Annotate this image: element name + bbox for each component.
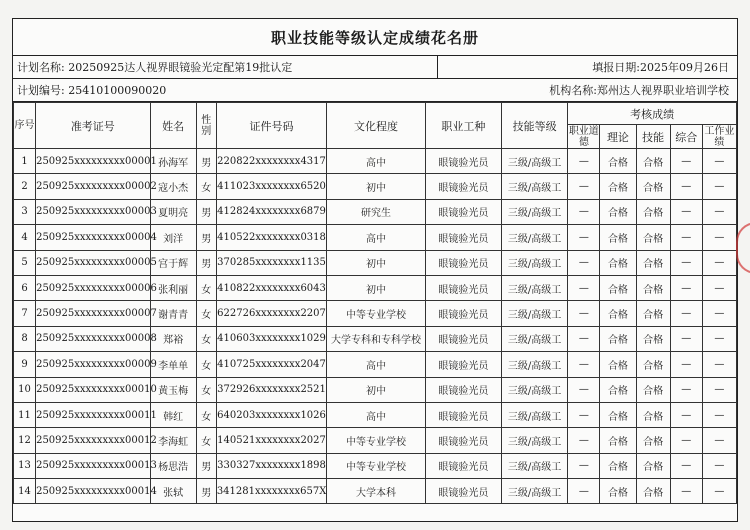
cell-overall: —: [670, 199, 702, 224]
cell-name: 夏明亮: [150, 199, 196, 224]
cell-exam-no: 250925xxxxxxxxx00007: [36, 301, 150, 326]
header-exam-no: 准考证号: [36, 103, 150, 149]
cell-id-no: 330327xxxxxxxx1898: [216, 453, 326, 478]
cell-id-no: 412824xxxxxxxx6879: [216, 199, 326, 224]
cell-theory: 合格: [600, 479, 636, 504]
cell-gender: 女: [196, 428, 216, 453]
org-label: 机构名称:: [549, 84, 597, 97]
cell-skill: 合格: [636, 479, 670, 504]
cell-gender: 女: [196, 275, 216, 300]
cell-gender: 男: [196, 149, 216, 174]
table-row: [14, 428, 737, 453]
cell-gender: 男: [196, 453, 216, 478]
plan-no-value: 25410100090020: [68, 84, 167, 97]
cell-name: 李单单: [150, 352, 196, 377]
cell-ethics: —: [568, 301, 600, 326]
cell-level: 三级/高级工: [501, 199, 567, 224]
header-ethics: 职业道德: [568, 125, 599, 148]
red-seal-stamp: [736, 222, 750, 274]
cell-ethics: —: [568, 174, 600, 199]
cell-gender: 男: [196, 225, 216, 250]
cell-skill: 合格: [636, 326, 670, 351]
cell-skill: 合格: [636, 225, 670, 250]
cell-seq: 14: [14, 479, 36, 504]
cell-skill: 合格: [636, 428, 670, 453]
cell-theory: 合格: [600, 453, 636, 478]
cell-seq: 2: [14, 174, 36, 199]
cell-name: 谢青青: [150, 301, 196, 326]
cell-exam-no: 250925xxxxxxxxx00006: [36, 275, 150, 300]
roster-sheet: [12, 18, 738, 522]
cell-work: —: [702, 149, 736, 174]
cell-seq: 1: [14, 149, 36, 174]
cell-level: 三级/高级工: [501, 275, 567, 300]
cell-level: 三级/高级工: [501, 428, 567, 453]
cell-overall: —: [670, 225, 702, 250]
cell-overall: —: [670, 352, 702, 377]
cell-exam-no: 250925xxxxxxxxx00008: [36, 326, 150, 351]
cell-gender: 女: [196, 301, 216, 326]
cell-theory: 合格: [600, 428, 636, 453]
results-body: [14, 149, 737, 504]
cell-exam-no: 250925xxxxxxxxx00014: [36, 479, 150, 504]
cell-exam-no: 250925xxxxxxxxx00004: [36, 225, 150, 250]
cell-overall: —: [670, 174, 702, 199]
cell-occupation: 眼镜验光员: [425, 377, 501, 402]
cell-ethics: —: [568, 250, 600, 275]
cell-theory: 合格: [600, 377, 636, 402]
cell-overall: —: [670, 149, 702, 174]
cell-education: 大学本科: [327, 479, 425, 504]
cell-name: 刘洋: [150, 225, 196, 250]
cell-work: —: [702, 174, 736, 199]
cell-gender: 男: [196, 250, 216, 275]
cell-seq: 4: [14, 225, 36, 250]
cell-occupation: 眼镜验光员: [425, 275, 501, 300]
cell-seq: 5: [14, 250, 36, 275]
cell-gender: 女: [196, 326, 216, 351]
cell-work: —: [702, 352, 736, 377]
cell-id-no: 410725xxxxxxxx2047: [216, 352, 326, 377]
cell-level: 三级/高级工: [501, 352, 567, 377]
cell-id-no: 140521xxxxxxxx2027: [216, 428, 326, 453]
results-table: [13, 102, 737, 504]
cell-occupation: 眼镜验光员: [425, 225, 501, 250]
cell-education: 中等专业学校: [327, 428, 425, 453]
header-education: 文化程度: [327, 103, 425, 149]
cell-skill: 合格: [636, 275, 670, 300]
cell-work: —: [702, 453, 736, 478]
cell-ethics: —: [568, 479, 600, 504]
header-results: 考核成绩: [568, 103, 737, 125]
cell-level: 三级/高级工: [501, 250, 567, 275]
cell-name: 张利丽: [150, 275, 196, 300]
cell-overall: —: [670, 377, 702, 402]
cell-seq: 12: [14, 428, 36, 453]
cell-overall: —: [670, 326, 702, 351]
cell-education: 中等专业学校: [327, 453, 425, 478]
cell-ethics: —: [568, 149, 600, 174]
document-title: 职业技能等级认定成绩花名册: [13, 19, 737, 56]
cell-occupation: 眼镜验光员: [425, 402, 501, 427]
cell-seq: 7: [14, 301, 36, 326]
cell-work: —: [702, 199, 736, 224]
cell-theory: 合格: [600, 301, 636, 326]
cell-work: —: [702, 479, 736, 504]
cell-exam-no: 250925xxxxxxxxx00012: [36, 428, 150, 453]
cell-education: 初中: [327, 377, 425, 402]
cell-occupation: 眼镜验光员: [425, 479, 501, 504]
cell-education: 研究生: [327, 199, 425, 224]
cell-skill: 合格: [636, 174, 670, 199]
cell-name: 郑裕: [150, 326, 196, 351]
cell-ethics: —: [568, 326, 600, 351]
cell-gender: 男: [196, 479, 216, 504]
report-date-label: 填报日期:: [592, 61, 640, 74]
cell-ethics: —: [568, 275, 600, 300]
table-row: [14, 275, 737, 300]
cell-id-no: 370285xxxxxxxx1135: [216, 250, 326, 275]
cell-education: 高中: [327, 225, 425, 250]
table-row: [14, 199, 737, 224]
cell-name: 宫于辉: [150, 250, 196, 275]
cell-level: 三级/高级工: [501, 149, 567, 174]
cell-education: 初中: [327, 250, 425, 275]
cell-name: 李海虹: [150, 428, 196, 453]
cell-name: 张轼: [150, 479, 196, 504]
cell-overall: —: [670, 301, 702, 326]
cell-theory: 合格: [600, 174, 636, 199]
cell-skill: 合格: [636, 199, 670, 224]
cell-theory: 合格: [600, 199, 636, 224]
header-work-perf: 工作业绩: [702, 125, 736, 149]
plan-name-row: [13, 56, 737, 79]
cell-occupation: 眼镜验光员: [425, 453, 501, 478]
cell-seq: 10: [14, 377, 36, 402]
cell-name: 黄玉梅: [150, 377, 196, 402]
cell-skill: 合格: [636, 149, 670, 174]
cell-overall: —: [670, 479, 702, 504]
cell-exam-no: 250925xxxxxxxxx00010: [36, 377, 150, 402]
cell-overall: —: [670, 453, 702, 478]
cell-seq: 6: [14, 275, 36, 300]
cell-level: 三级/高级工: [501, 326, 567, 351]
cell-gender: 女: [196, 352, 216, 377]
table-row: [14, 326, 737, 351]
cell-occupation: 眼镜验光员: [425, 428, 501, 453]
cell-seq: 11: [14, 402, 36, 427]
plan-no-row: [13, 79, 737, 102]
cell-theory: 合格: [600, 149, 636, 174]
cell-level: 三级/高级工: [501, 225, 567, 250]
cell-theory: 合格: [600, 275, 636, 300]
table-row: [14, 479, 737, 504]
cell-exam-no: 250925xxxxxxxxx00013: [36, 453, 150, 478]
cell-id-no: 372926xxxxxxxx2521: [216, 377, 326, 402]
cell-id-no: 341281xxxxxxxx657X: [216, 479, 326, 504]
cell-exam-no: 250925xxxxxxxxx00011: [36, 402, 150, 427]
cell-skill: 合格: [636, 301, 670, 326]
cell-education: 高中: [327, 149, 425, 174]
cell-seq: 8: [14, 326, 36, 351]
cell-id-no: 411023xxxxxxxx6520: [216, 174, 326, 199]
org-name-value: 郑州达人视界职业培训学校: [597, 84, 729, 97]
table-row: [14, 377, 737, 402]
cell-gender: 女: [196, 377, 216, 402]
cell-id-no: 410603xxxxxxxx1029: [216, 326, 326, 351]
cell-education: 高中: [327, 402, 425, 427]
cell-overall: —: [670, 402, 702, 427]
report-date-value: 2025年09月26日: [640, 61, 729, 74]
cell-theory: 合格: [600, 352, 636, 377]
cell-id-no: 622726xxxxxxxx2207: [216, 301, 326, 326]
header-occupation: 职业工种: [425, 103, 501, 149]
cell-ethics: —: [568, 225, 600, 250]
cell-work: —: [702, 301, 736, 326]
cell-level: 三级/高级工: [501, 479, 567, 504]
cell-exam-no: 250925xxxxxxxxx00002: [36, 174, 150, 199]
cell-occupation: 眼镜验光员: [425, 326, 501, 351]
cell-ethics: —: [568, 402, 600, 427]
cell-ethics: —: [568, 453, 600, 478]
cell-occupation: 眼镜验光员: [425, 174, 501, 199]
cell-gender: 男: [196, 199, 216, 224]
table-row: [14, 225, 737, 250]
header-theory: 理论: [600, 125, 636, 149]
header-gender: 性别: [196, 103, 216, 149]
cell-exam-no: 250925xxxxxxxxx00001: [36, 149, 150, 174]
cell-overall: —: [670, 250, 702, 275]
table-row: [14, 453, 737, 478]
table-row: [14, 301, 737, 326]
cell-level: 三级/高级工: [501, 402, 567, 427]
cell-skill: 合格: [636, 250, 670, 275]
cell-work: —: [702, 428, 736, 453]
cell-level: 三级/高级工: [501, 174, 567, 199]
cell-work: —: [702, 402, 736, 427]
table-row: [14, 250, 737, 275]
cell-ethics: —: [568, 377, 600, 402]
cell-gender: 女: [196, 174, 216, 199]
table-row: [14, 149, 737, 174]
cell-name: 杨思浩: [150, 453, 196, 478]
cell-work: —: [702, 250, 736, 275]
cell-name: 韩红: [150, 402, 196, 427]
cell-theory: 合格: [600, 326, 636, 351]
header-level: 技能等级: [501, 103, 567, 149]
cell-level: 三级/高级工: [501, 377, 567, 402]
cell-work: —: [702, 326, 736, 351]
cell-work: —: [702, 377, 736, 402]
cell-exam-no: 250925xxxxxxxxx00009: [36, 352, 150, 377]
cell-id-no: 410822xxxxxxxx6043: [216, 275, 326, 300]
cell-exam-no: 250925xxxxxxxxx00005: [36, 250, 150, 275]
cell-occupation: 眼镜验光员: [425, 199, 501, 224]
table-row: [14, 402, 737, 427]
cell-theory: 合格: [600, 250, 636, 275]
cell-theory: 合格: [600, 225, 636, 250]
cell-work: —: [702, 275, 736, 300]
plan-name-value: 20250925达人视界眼镜验光定配第19批认定: [68, 61, 293, 74]
plan-no-label: 计划编号:: [17, 84, 65, 97]
cell-work: —: [702, 225, 736, 250]
cell-id-no: 640203xxxxxxxx1026: [216, 402, 326, 427]
cell-overall: —: [670, 275, 702, 300]
cell-gender: 女: [196, 402, 216, 427]
cell-skill: 合格: [636, 402, 670, 427]
header-skill: 技能: [636, 125, 670, 149]
cell-skill: 合格: [636, 352, 670, 377]
cell-level: 三级/高级工: [501, 453, 567, 478]
cell-overall: —: [670, 428, 702, 453]
cell-ethics: —: [568, 199, 600, 224]
header-seq: 序号: [14, 103, 36, 149]
table-row: [14, 174, 737, 199]
cell-id-no: 410522xxxxxxxx0318: [216, 225, 326, 250]
cell-education: 中等专业学校: [327, 301, 425, 326]
cell-seq: 3: [14, 199, 36, 224]
cell-seq: 9: [14, 352, 36, 377]
cell-education: 高中: [327, 352, 425, 377]
cell-occupation: 眼镜验光员: [425, 301, 501, 326]
cell-id-no: 220822xxxxxxxx4317: [216, 149, 326, 174]
cell-exam-no: 250925xxxxxxxxx00003: [36, 199, 150, 224]
header-id-no: 证件号码: [216, 103, 326, 149]
cell-occupation: 眼镜验光员: [425, 149, 501, 174]
cell-education: 大学专科和专科学校: [327, 326, 425, 351]
cell-theory: 合格: [600, 402, 636, 427]
cell-seq: 13: [14, 453, 36, 478]
cell-skill: 合格: [636, 377, 670, 402]
header-name: 姓名: [150, 103, 196, 149]
cell-ethics: —: [568, 352, 600, 377]
plan-name-label: 计划名称:: [17, 61, 65, 74]
cell-education: 初中: [327, 275, 425, 300]
cell-skill: 合格: [636, 453, 670, 478]
cell-name: 寇小杰: [150, 174, 196, 199]
cell-occupation: 眼镜验光员: [425, 352, 501, 377]
table-row: [14, 352, 737, 377]
cell-education: 初中: [327, 174, 425, 199]
cell-level: 三级/高级工: [501, 301, 567, 326]
cell-occupation: 眼镜验光员: [425, 250, 501, 275]
cell-ethics: —: [568, 428, 600, 453]
header-overall: 综合: [670, 125, 702, 149]
cell-name: 孙海军: [150, 149, 196, 174]
